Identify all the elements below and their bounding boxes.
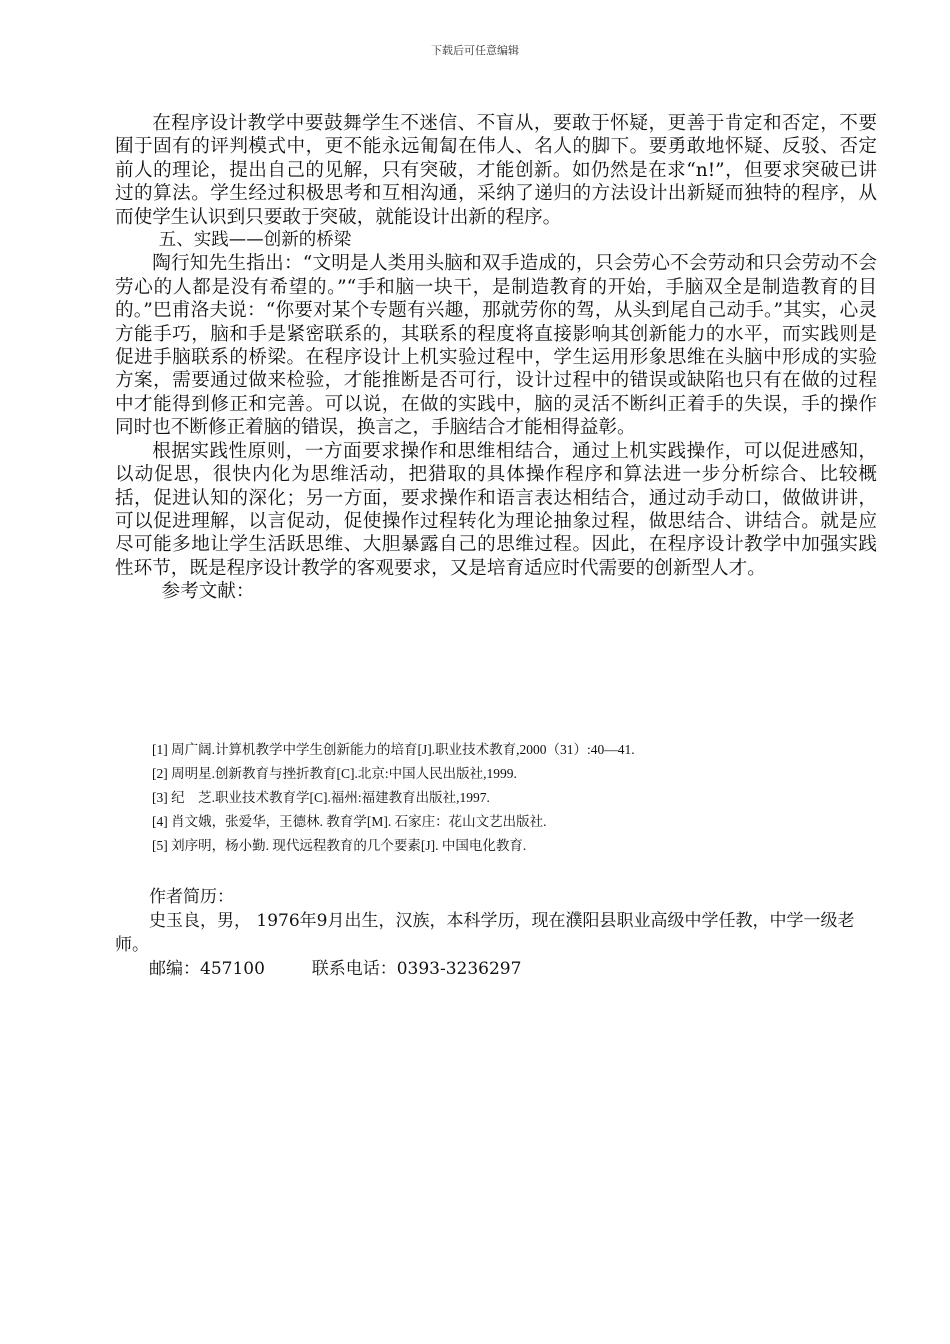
postcode: 邮编：457100 [149,959,265,979]
author-bio: 史玉良，男， 1976年9月出生，汉族，本科学历，现在濮阳县职业高级中学任教，中学一级老师。 [115,911,855,955]
reference-item: [1] 周广阔.计算机教学中学生创新能力的培育[J].职业技术教育,2000（31）:40—41. [152,742,635,757]
paragraph-principle: 根据实践性原则，一方面要求操作和思维相结合，通过上机实践操作，可以促进感知，以动促思，很快内化为思维活动，把猎取的具体操作程序和算法进一步分析综合、比较概括，促进认知的深化；另一方面，要求操作和语言表达相结合，通过动手动口，做做讲讲，可以促进理解，以言促动，促使操作过程转化为理论抽象过程，做思结合、讲结合。就是应尽可能多地让学生活跃思维、大胆暴露自己的思维过程。因此，在程序设计教学中加强实践性环节，既是程序设计教学的客观要求，又是培育适应时代需要的创新型人才。 [115,440,877,579]
phone-number: 联系电话：0393-3236297 [311,959,522,979]
author-title: 作者简历： [149,887,234,907]
references-list [152,738,635,858]
reference-item: [4] 肖文娥，张爱华，王德林. 教育学[M]. 石家庄：花山文艺出版社. [152,814,547,829]
author-info [115,885,877,981]
section-heading-5: 五、实践——创新的桥梁 [158,230,352,251]
page-header: 下载后可任意编辑 [431,44,519,57]
reference-item: [5] 刘序明，杨小勤. 现代远程教育的几个要素[J]. 中国电化教育. [152,838,527,853]
paragraph-innovation: 在程序设计教学中要鼓舞学生不迷信、不盲从，要敢于怀疑，更善于肯定和否定，不要囿于固有的评判模式中，更不能永远匍匐在伟人、名人的脚下。要勇敢地怀疑、反驳、否定前人的理论，提出自己的见解，只有突破，才能创新。如仍然是在求“n!”，但要求突破已讲过的算法。学生经过积极思考和互相沟通，采纳了递归的方法设计出新疑而独特的程序，从而使学生认识到只要敢于突破，就能设计出新的程序。 [115,113,877,228]
author-contact [115,957,877,981]
paragraph-practice: 陶行知先生指出：“文明是人类用头脑和双手造成的，只会劳心不会劳动和只会劳动不会劳心的人都是没有希望的。”“手和脑一块干，是制造教育的开始，手脑双全是制造教育的目的。”巴甫洛夫说：“你要对某个专题有兴趣，那就劳你的驾，从头到尾自己动手。”其实，心灵方能手巧，脑和手是紧密联系的，其联系的程度将直接影响其创新能力的水平，而实践则是促进手脑联系的桥梁。在程序设计上机实验过程中，学生运用形象思维在头脑中形成的实验方案，需要通过做来检验，才能推断是否可行，设计过程中的错误或缺陷也只有在做的过程中才能得到修正和完善。可以说，在做的实践中，脑的灵活不断纠正着手的失误，手的操作同时也不断修正着脑的错误，换言之，手脑结合才能相得益彰。 [115,253,877,439]
reference-item: [3] 纪 芝.职业技术教育学[C].福州:福建教育出版社,1997. [152,790,490,805]
reference-item: [2] 周明星.创新教育与挫折教育[C].北京:中国人民出版社,1999. [152,766,517,781]
article-body [115,112,877,604]
references-title: 参考文献： [161,581,255,603]
